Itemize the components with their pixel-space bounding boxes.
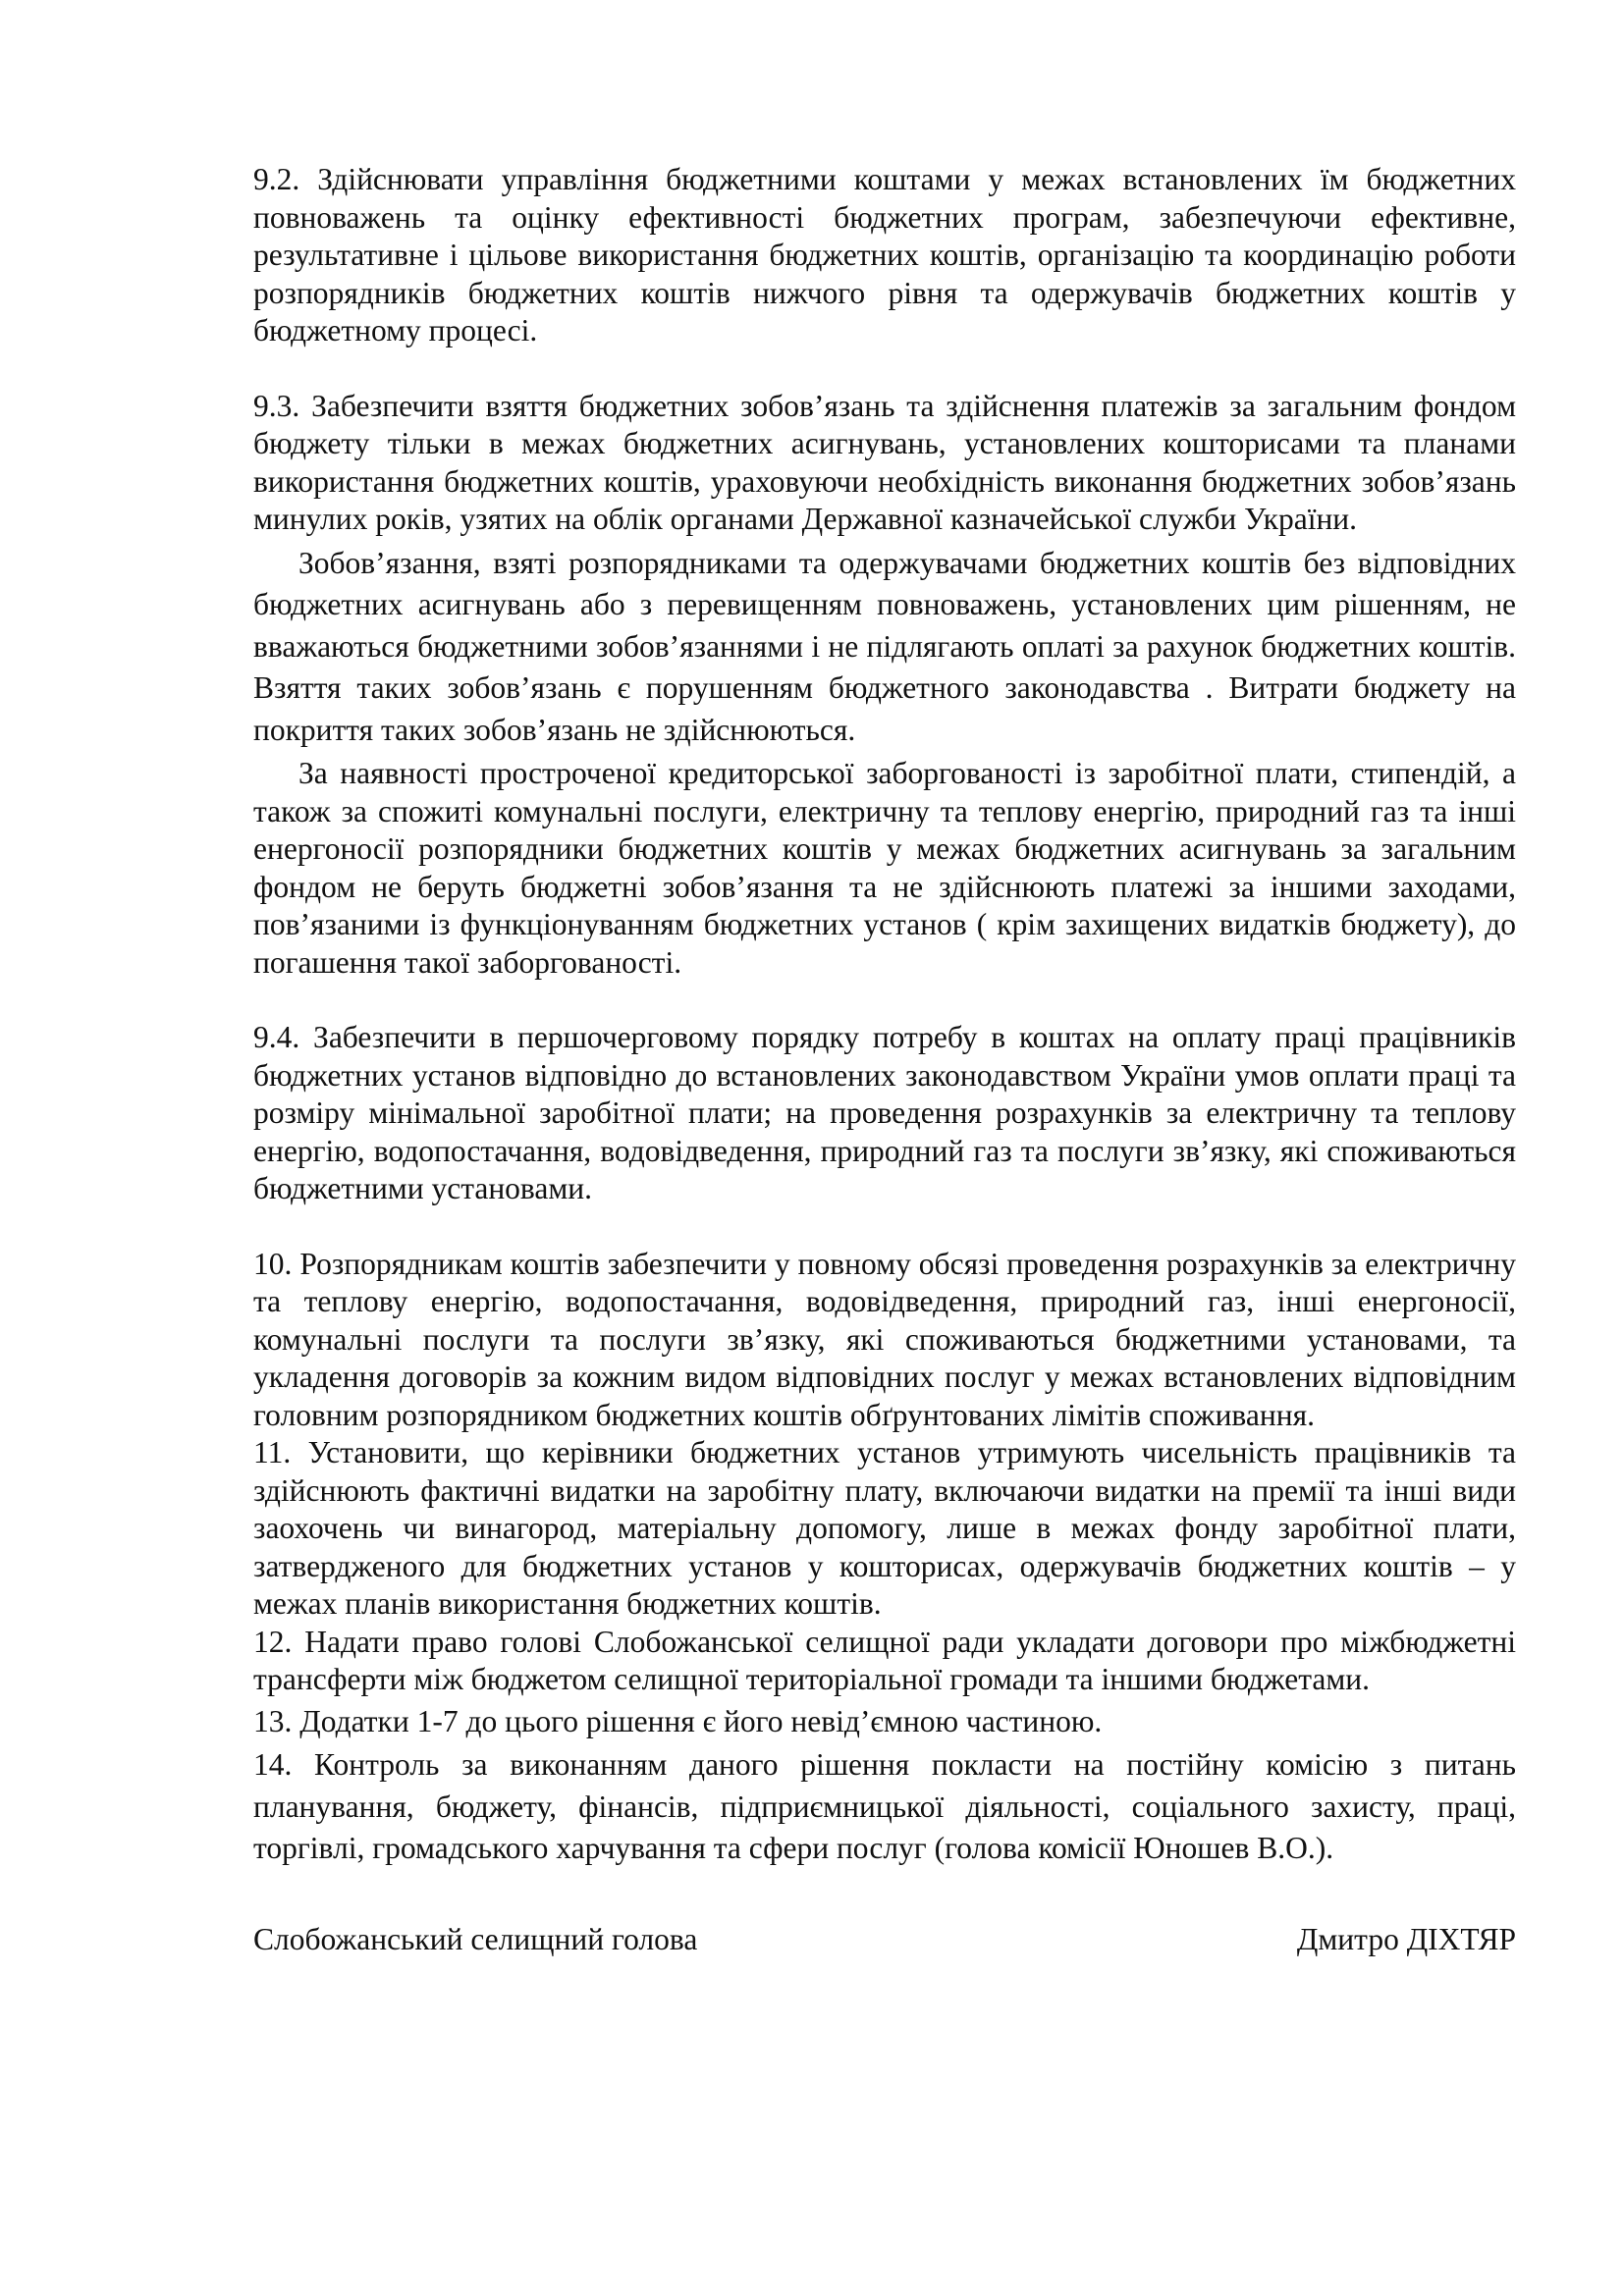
paragraph-9-4: 9.4. Забезпечити в першочерговому порядку потребу в коштах на оплату праці працівників бюджетних установ відповідно до встановлених законодавством України умов оплати праці та розміру мінімальної заробітної плати; на проведення розрахунків за електричну та теплову енергію, водопостачання, водовідведення, природний газ та послуги зв’язку, які споживаються бюджетними установами. — [253, 1020, 1516, 1205]
paragraph-11: 11. Установити, що керівники бюджетних установ утримують чисельність працівників та здійснюють фактичні видатки на заробітну плату, включаючи видатки на премії та інші види заохочень чи винагород, матеріальну допомогу, лише в межах фонду заробітної плати, затвердженого для бюджетних установ у кошторисах, одержувачів бюджетних коштів – у межах планів використання бюджетних коштів. — [253, 1435, 1516, 1621]
paragraph-14: 14. Контроль за виконанням даного рішення покласти на постійну комісію з питань планування, бюджету, фінансів, підприємницької діяльності, соціального захисту, праці, торгівлі, громадського харчування та сфери послуг (голова комісії Юношев В.О.). — [253, 1747, 1516, 1865]
paragraph-9-3: 9.3. Забезпечити взяття бюджетних зобов’язань та здійснення платежів за загальним фондом бюджету тільки в межах бюджетних асигнувань, установлених кошторисами та планами використання бюджетних коштів, ураховуючи необхідність виконання бюджетних зобов’язань минулих років, узятих на облік органами Державної казначейської служби України. — [253, 388, 1516, 536]
signatory-position: Слобожанський селищний голова — [253, 1922, 698, 1956]
paragraph-13: 13. Додатки 1-7 до цього рішення є його невід’ємною частиною. — [253, 1703, 1103, 1738]
paragraph-10: 10. Розпорядникам коштів забезпечити у повному обсязі проведення розрахунків за електричну та теплову енергію, водопостачання, водовідведення, природний газ, інші енергоносії, комунальні послуги та послуги зв’язку, які споживаються бюджетними установами, та укладення договорів за кожним видом відповідних послуг у межах встановлених відповідним головним розпорядником бюджетних коштів обґрунтованих лімітів споживання. — [253, 1246, 1516, 1432]
paragraph-9-3-obligations: Зобов’язання, взяті розпорядниками та одержувачами бюджетних коштів без відповідних бюджетних асигнувань або з перевищенням повноважень, установлених цим рішенням, не вважаються бюджетними зобов’язаннями і не підлягають оплаті за рахунок бюджетних коштів. Взяття таких зобов’язань є порушенням бюджетного законодавства . Витрати бюджету на покриття таких зобов’язань не здійснюються. — [253, 545, 1516, 747]
paragraph-12: 12. Надати право голові Слобожанської селищної ради укладати договори про міжбюджетні трансферти між бюджетом селищної територіальної громади та іншими бюджетами. — [253, 1624, 1516, 1696]
paragraph-9-3-arrears: За наявності простроченої кредиторської заборгованості із заробітної плати, стипендій, а також за спожиті комунальні послуги, електричну та теплову енергію, природний газ та інші енергоносії розпорядники бюджетних коштів у межах бюджетних асигнувань за загальним фондом не беруть бюджетні зобов’язання та не здійснюють платежі за іншими заходами, пов’язаними із функціонуванням бюджетних установ ( крім захищених видатків бюджету), до погашення такої заборгованості. — [253, 756, 1516, 980]
signatory-name: Дмитро ДІХТЯР — [1296, 1922, 1516, 1956]
signature-block — [253, 1921, 1516, 1958]
paragraph-9-2: 9.2. Здійснювати управління бюджетними коштами у межах встановлених їм бюджетних повноважень та оцінку ефективності бюджетних програм, забезпечуючи ефективне, результативне і цільове використання бюджетних коштів, організацію та координацію роботи розпорядників бюджетних коштів нижчого рівня та одержувачів бюджетних коштів у бюджетному процесі. — [253, 162, 1516, 347]
document-body — [253, 161, 1516, 1870]
